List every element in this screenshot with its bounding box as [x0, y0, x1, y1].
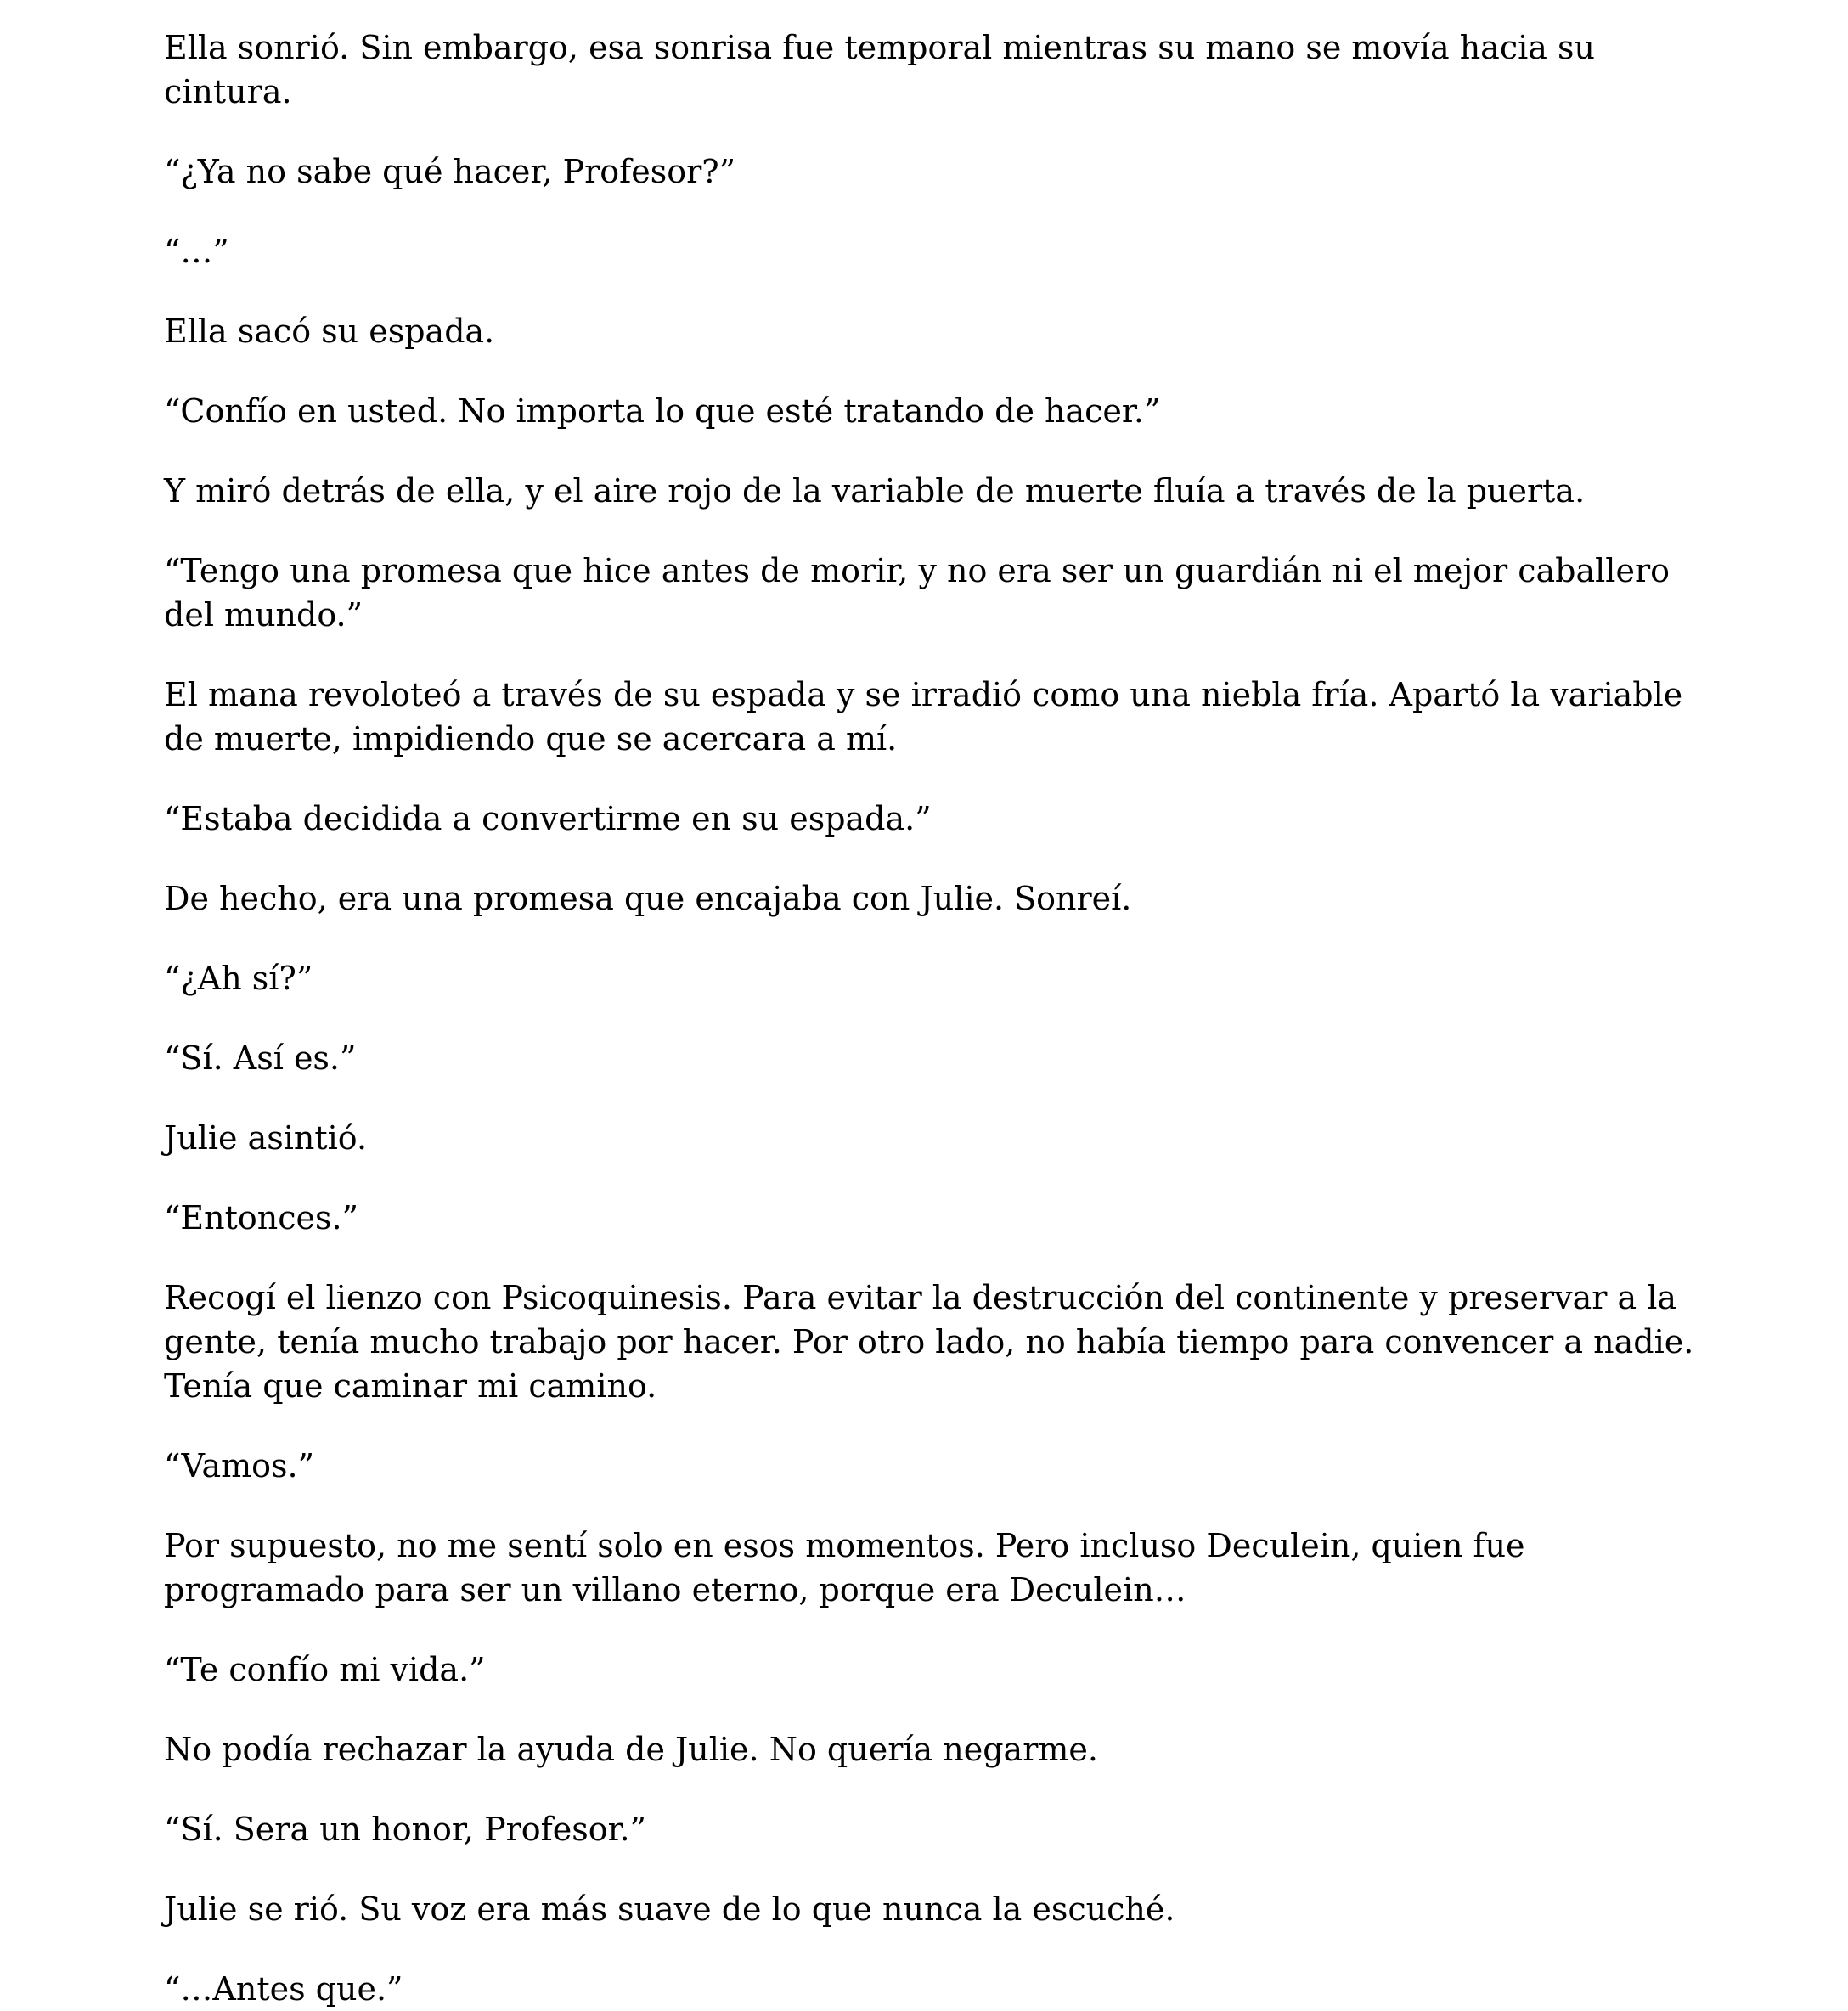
- paragraph: Julie asintió.: [164, 1119, 368, 1157]
- paragraph: Recogí el lienzo con Psicoquinesis. Para evitar la destrucción del continente y preservar a la gente, tenía mucho trabajo por hacer. Por otro lado, no había tiempo para convencer a nadie. Tenía que caminar mi camino.: [164, 1279, 1694, 1405]
- paragraph: “Vamos.”: [164, 1447, 315, 1484]
- paragraph: El mana revoloteó a través de su espada y se irradió como una niebla fría. Apartó la variable de muerte, impidiendo que se acercara a mí.: [164, 676, 1683, 758]
- paragraph: “Sí. Así es.”: [164, 1039, 357, 1077]
- paragraph: “Sí. Sera un honor, Profesor.”: [164, 1811, 647, 1848]
- paragraph: “Confío en usted. No importa lo que esté tratando de hacer.”: [164, 392, 1161, 430]
- paragraph: “¿Ah sí?”: [164, 960, 313, 997]
- paragraph: Y miró detrás de ella, y el aire rojo de la variable de muerte fluía a través de la puerta.: [164, 472, 1586, 510]
- paragraph: No podía rechazar la ayuda de Julie. No quería negarme.: [164, 1731, 1098, 1768]
- paragraph: “…Antes que.”: [164, 1970, 403, 2008]
- paragraph: Ella sonrió. Sin embargo, esa sonrisa fue temporal mientras su mano se movía hacia su cintura.: [164, 29, 1595, 110]
- paragraph: “¿Ya no sabe qué hacer, Profesor?”: [164, 153, 736, 190]
- paragraph: “Te confío mi vida.”: [164, 1651, 486, 1688]
- paragraph: Julie se rió. Su voz era más suave de lo que nunca la escuché.: [164, 1890, 1175, 1928]
- paragraph: “…”: [164, 233, 229, 270]
- paragraph: “Tengo una promesa que hice antes de morir, y no era ser un guardián ni el mejor caballero del mundo.”: [164, 552, 1670, 634]
- paragraph: Por supuesto, no me sentí solo en esos momentos. Pero incluso Deculein, quien fue programado para ser un villano eterno, porque era Deculein…: [164, 1527, 1525, 1608]
- paragraph: “Estaba decidida a convertirme en su espada.”: [164, 800, 932, 837]
- paragraph: Ella sacó su espada.: [164, 313, 495, 350]
- document-body: [164, 25, 1710, 2011]
- paragraph: De hecho, era una promesa que encajaba con Julie. Sonreí.: [164, 880, 1132, 917]
- paragraph: “Entonces.”: [164, 1199, 359, 1236]
